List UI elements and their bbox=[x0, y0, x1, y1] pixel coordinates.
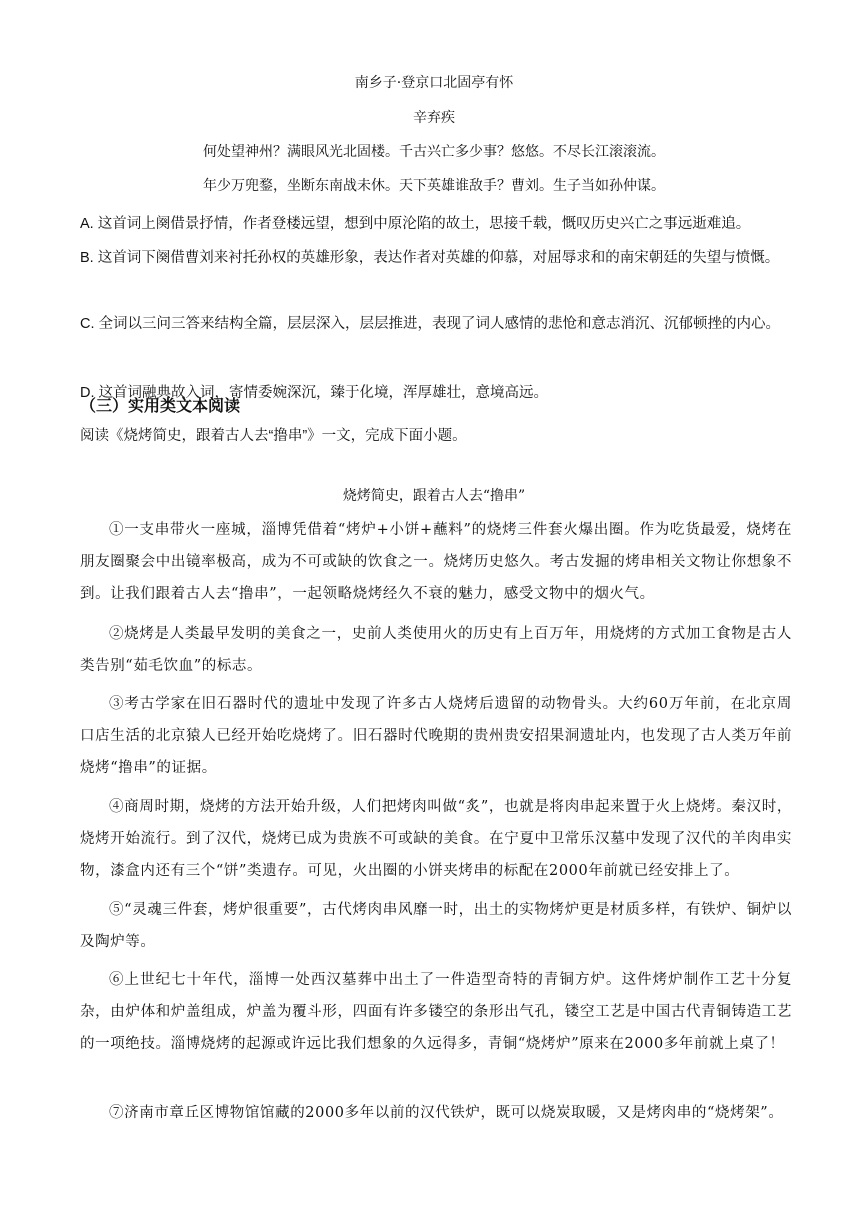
article-paragraph-4: ④商周时期，烧烤的方法开始升级，人们把烤肉叫做“炙”，也就是将肉串起来置于火上烧烤。秦汉时，烧烤开始流行。到了汉代，烧烤已成为贵族不可或缺的美食。在宁夏中卫常乐汉墓中发现了汉代的羊肉串实物，漆盒内还有三个“饼”类遗存。可见，火出圈的小饼夹烤串的标配在2000年前就已经安排上了。 bbox=[80, 799, 792, 880]
section-heading: （三）实用类文本阅读 bbox=[80, 398, 241, 415]
option-c: C. 全词以三问三答来结构全篇，层层深入，层层推进，表现了词人感情的悲怆和意志消沉、沉郁顿挫的内心。 bbox=[80, 316, 781, 332]
option-b: B. 这首词下阕借曹刘来衬托孙权的英雄形象，表达作者对英雄的仰慕，对屈辱求和的南宋朝廷的失望与愤慨。 bbox=[80, 250, 780, 266]
article-paragraph-7: ⑦济南市章丘区博物馆馆藏的2000多年以前的汉代铁炉，既可以烧炭取暖，又是烤肉串的“烧烤架”。 bbox=[109, 1105, 784, 1121]
article-paragraph-5: ⑤“灵魂三件套，烤炉很重要”，古代烤肉串风靡一时，出土的实物烤炉更是材质多样，有铁炉、铜炉以及陶炉等。 bbox=[80, 902, 792, 951]
article-paragraph-3: ③考古学家在旧石器时代的遗址中发现了许多古人烧烤后遗留的动物骨头。大约60万年前，在北京周口店生活的北京猿人已经开始吃烧烤了。旧石器时代晚期的贵州贵安招果洞遗址内，也发现了古人类万年前烧烤“撸串”的证据。 bbox=[80, 696, 792, 777]
article-paragraph-1: ①一支串带火一座城，淄博凭借着“烤炉+小饼+蘸料”的烧烤三件套火爆出圈。作为吃货最爱，烧烤在朋友圈聚会中出镜率极高，成为不可或缺的饮食之一。烧烤历史悠久。考古发掘的烤串相关文物让你想象不到。让我们跟着古人去“撸串”，一起领略烧烤经久不衰的魅力，感受文物中的烟火气。 bbox=[80, 522, 792, 603]
poem-line-2: 年少万兜鍪，坐断东南战未休。天下英雄谁敌手？曹刘。生子当如孙仲谋。 bbox=[203, 178, 665, 194]
article-paragraph-2: ②烧烤是人类最早发明的美食之一，史前人类使用火的历史有上百万年，用烧烤的方式加工食物是古人类告别“茹毛饮血”的标志。 bbox=[80, 626, 792, 675]
option-d: D. 这首词融典故入词，寄情委婉深沉，臻于化境，浑厚雄壮，意境高远。 bbox=[80, 385, 549, 401]
article-title: 烧烤简史，跟着古人去“撸串” bbox=[342, 488, 526, 504]
article-paragraph-6: ⑥上世纪七十年代，淄博一处西汉墓葬中出土了一件造型奇特的青铜方炉。这件烤炉制作工艺十分复杂，由炉体和炉盖组成，炉盖为覆斗形，四面有许多镂空的条形出气孔，镂空工艺是中国古代青铜铸造工艺的一项绝技。淄博烧烤的起源或许远比我们想象的久远得多，青铜“烧烤炉”原来在2000多年前就上桌了！ bbox=[80, 972, 792, 1053]
poem-title: 南乡子·登京口北固亭有怀 bbox=[354, 75, 514, 91]
reading-instruction: 阅读《烧烤简史，跟着古人去“撸串”》一文，完成下面小题。 bbox=[80, 428, 467, 444]
poem-author: 辛弃疾 bbox=[413, 110, 455, 126]
poem-line-1: 何处望神州？满眼风光北固楼。千古兴亡多少事？悠悠。不尽长江滚滚流。 bbox=[203, 144, 665, 160]
option-a: A. 这首词上阕借景抒情，作者登楼远望，想到中原沦陷的故土，思接千载，慨叹历史兴亡之事远逝难追。 bbox=[80, 216, 751, 232]
